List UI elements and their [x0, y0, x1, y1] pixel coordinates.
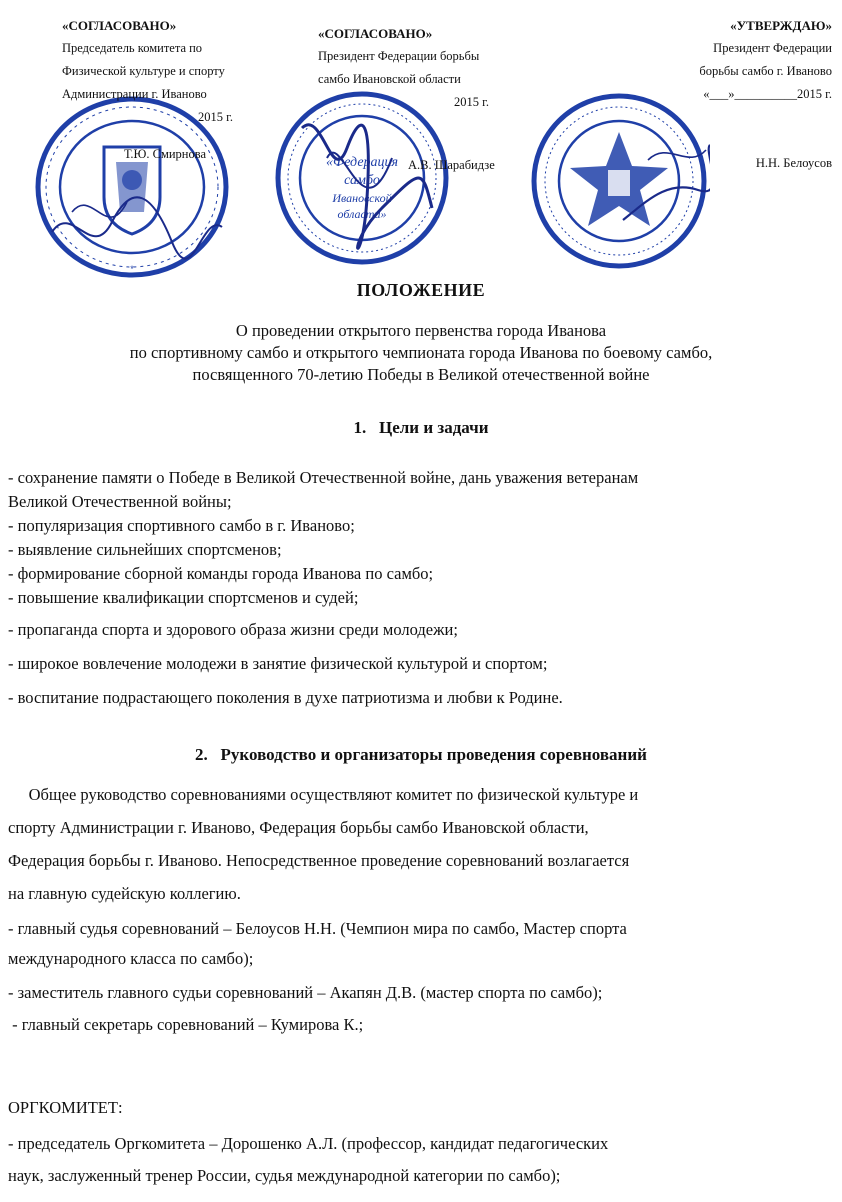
document-subtitle — [40, 320, 802, 386]
header-right-date: «___»__________2015 г. — [703, 87, 832, 101]
header-left-line: Администрации г. Иваново — [62, 87, 207, 101]
paragraph-line: Федерация борьбы г. Иваново. Непосредственное проведение соревнований возлагается — [8, 851, 630, 870]
header-center-line: самбо Ивановской области — [318, 72, 461, 86]
section-2-list — [8, 914, 834, 1040]
header-right-line: борьбы самбо г. Иваново — [699, 64, 832, 78]
list-item: международного класса по самбо); — [8, 949, 254, 968]
section-2-paragraph — [8, 778, 834, 910]
document-title: ПОЛОЖЕНИЕ — [356, 280, 486, 300]
header-left-date — [62, 106, 282, 129]
list-item: Великой Отечественной войны; — [8, 492, 232, 511]
list-item: - сохранение памяти о Победе в Великой Отечественной войне, дань уважения ветеранам — [8, 468, 639, 487]
header-right-line: Президент Федерации — [713, 41, 832, 55]
svg-text:области»: области» — [337, 207, 387, 221]
header-center-block — [318, 22, 548, 177]
list-item: - популяризация спортивного самбо в г. Иваново; — [8, 516, 355, 535]
orgcommittee-heading: ОРГКОМИТЕТ: — [8, 1098, 123, 1117]
section-2-heading: 2. Руководство и организаторы проведения соревнований — [195, 745, 647, 764]
header-center-name — [318, 154, 548, 177]
header-right-name — [632, 152, 832, 175]
subtitle-line: О проведении открытого первенства города Иванова — [235, 321, 607, 340]
paragraph-line: Общее руководство соревнованиями осуществляют комитет по физической культуре и — [8, 785, 639, 804]
list-item: - формирование сборной команды города Иванова по самбо; — [8, 564, 434, 583]
list-item: - повышение квалификации спортсменов и судей; — [8, 588, 359, 607]
list-item: - пропаганда спорта и здорового образа жизни среди молодежи; — [8, 620, 458, 639]
section-1-list — [8, 466, 834, 710]
header-center-line: Президент Федерации борьбы — [318, 49, 480, 63]
list-item: - председатель Оргкомитета – Дорошенко А.Л. (профессор, кандидат педагогических — [8, 1134, 609, 1153]
svg-text:Ивановской: Ивановской — [332, 191, 392, 205]
header-left-line: Председатель комитета по — [62, 41, 203, 55]
header-right-signatory: Н.Н. Белоусов — [755, 156, 832, 170]
svg-text:*: * — [130, 264, 134, 274]
header-center-date — [318, 91, 548, 114]
list-item: - выявление сильнейших спортсменов; — [8, 540, 282, 559]
paragraph-line: спорту Администрации г. Иваново, Федерация борьбы самбо Ивановской области, — [8, 818, 589, 837]
svg-text:самбо: самбо — [344, 173, 380, 188]
header-left-name — [62, 143, 282, 166]
orgcommittee-block — [8, 1092, 834, 1192]
section-1-heading: 1. Цели и задачи — [353, 418, 489, 437]
svg-text:«Федерация: «Федерация — [325, 155, 399, 170]
paragraph-line: на главную судейскую коллегию. — [8, 884, 241, 903]
subtitle-line: по спортивному самбо и открытого чемпионата города Иванова по боевому самбо, — [129, 343, 713, 362]
subtitle-line: посвященного 70-летию Победы в Великой отечественной войне — [192, 365, 650, 384]
header-left-signatory: Т.Ю. Смирнова — [124, 147, 207, 161]
header-center-date-suffix: 2015 г. — [454, 95, 489, 109]
header-left-date-suffix: 2015 г. — [198, 110, 233, 124]
list-item: - воспитание подрастающего поколения в духе патриотизма и любви к Родине. — [8, 688, 563, 707]
header-center-caption: «СОГЛАСОВАНО» — [318, 26, 433, 41]
list-item: наук, заслуженный тренер России, судья международной категории по самбо); — [8, 1166, 561, 1185]
header-right-block — [632, 14, 832, 175]
header-right-caption: «УТВЕРЖДАЮ» — [730, 18, 832, 33]
header-center-signatory: А.В. Шарабидзе — [408, 158, 495, 172]
header-left-block — [62, 14, 282, 166]
list-item: - главный секретарь соревнований – Кумирова К.; — [8, 1015, 364, 1034]
list-item: - широкое вовлечение молодежи в занятие физической культурой и спортом; — [8, 654, 548, 673]
list-item: - главный судья соревнований – Белоусов Н.Н. (Чемпион мира по самбо, Мастер спорта — [8, 919, 627, 938]
list-item: - заместитель главного судьи соревнований – Акапян Д.В. (мастер спорта по самбо); — [8, 983, 603, 1002]
header-left-caption: «СОГЛАСОВАНО» — [62, 18, 177, 33]
header-left-line: Физической культуре и спорту — [62, 64, 225, 78]
